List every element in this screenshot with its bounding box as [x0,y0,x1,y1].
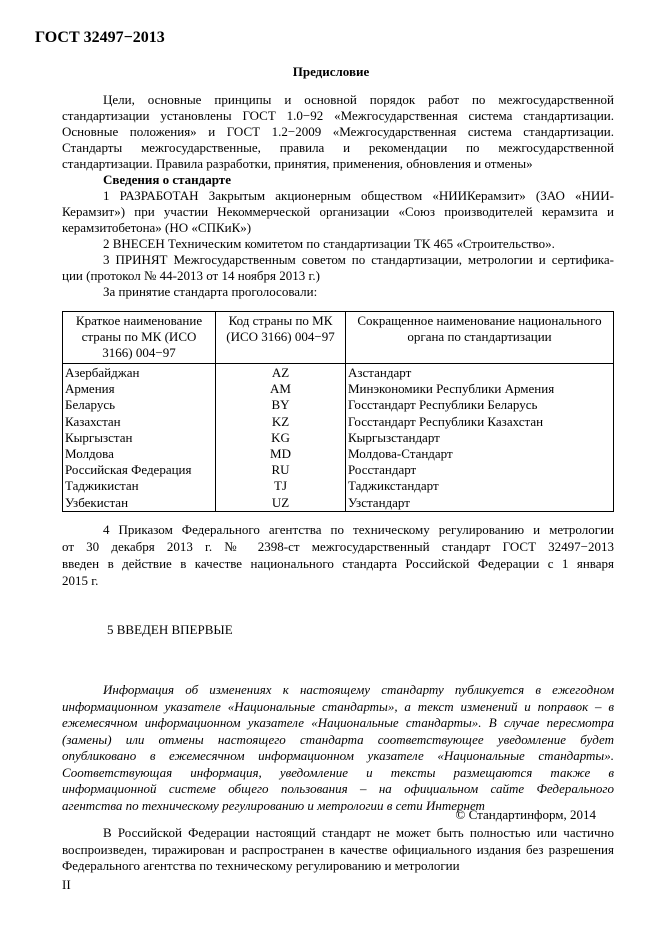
text-line: Стандарты межгосударственные, правила и рекомендации по межгосударственной [62,140,614,155]
table-row [63,478,614,494]
cell-country: Российская Федерация [63,462,216,478]
cell-country: Азербайджан [63,364,216,382]
table-row [63,381,614,397]
text-line: 1 РАЗРАБОТАН Закрытым акционерным обществом «НИИКерамзит» (ЗАО «НИИ- [103,188,614,203]
text-line: введен в действие в качестве национального стандарта Российской Федерации с 1 января [62,556,614,571]
cell-country: Беларусь [63,397,216,413]
cell-code: RU [216,462,346,478]
text-line: от 30 декабря 2013 г. № 2398-ст межгосударственный стандарт ГОСТ 32497−2013 [62,539,614,554]
text-line: Информация об изменениях к настоящему стандарту публикуется в ежегодном [103,682,614,697]
section-heading: Сведения о стандарте [103,172,231,187]
cell-body: Минэкономики Республики Армения [346,381,614,397]
table-row [63,462,614,478]
cell-country: Казахстан [63,414,216,430]
page-title: Предисловие [292,64,370,79]
text-line: Основные положения» и ГОСТ 1.2−2009 «Межгосударственная система стандартизации. [62,124,614,139]
table-row [63,364,614,382]
text-line: информационной системе общего пользования – на официальном сайте Федерального [62,781,614,796]
text-line: воспроизведен, тиражирован и распространен в качестве официального издания без разрешения [62,841,614,857]
cell-code: UZ [216,495,346,512]
text-line: стандартизации. Правила разработки, принятия, применения, обновления и отмены» [62,156,533,171]
table-row [63,397,614,413]
item-2-introduced: 2 ВНЕСЕН Техническим комитетом по стандартизации ТК 465 «Строительство». [103,236,555,251]
text-line: Керамзит») при участии Некоммерческой организации «Союз производителей керамзита и [62,204,614,219]
text-line: 4 Приказом Федерального агентства по техническому регулированию и метрологии [103,522,614,537]
cell-code: AZ [216,364,346,382]
text-line: В Российской Федерации настоящий стандарт не может быть полностью или частично [103,825,614,840]
cell-body: Таджикстандарт [346,478,614,494]
table-row [63,414,614,430]
text-line: (замены) или отмены настоящего стандарта соответствующее уведомление будет [62,731,614,747]
text-line: опубликовано в ежемесячном информационном указателе «Национальные стандарты». [62,748,614,763]
voted-label: За принятие стандарта проголосовали: [103,284,318,299]
page-number: II [62,877,71,892]
cell-body: Молдова-Стандарт [346,446,614,462]
cell-code: AM [216,381,346,397]
copyright: © Стандартинформ, 2014 [455,807,596,822]
table-row [63,495,614,512]
cell-code: MD [216,446,346,462]
cell-country: Узбекистан [63,495,216,512]
text-line: керамзитобетона» (НО «СПКиК») [62,220,252,235]
document-number: ГОСТ 32497−2013 [35,29,165,46]
cell-code: TJ [216,478,346,494]
cell-code: KZ [216,414,346,430]
text-line: 3 ПРИНЯТ Межгосударственным советом по стандартизации, метрологии и сертифика- [103,252,614,267]
cell-body: Госстандарт Республики Казахстан [346,414,614,430]
column-header-code: Код страны по МК (ИСО 3166) 004−97 [216,312,346,364]
table-row [63,430,614,446]
cell-country: Армения [63,381,216,397]
cell-code: KG [216,430,346,446]
voting-countries-table [62,311,614,512]
table-row [63,446,614,462]
text-line: 2015 г. [62,573,99,588]
text-line: информационном указателе «Национальные стандарты», а текст изменений и поправок – в [62,698,614,714]
column-header-country: Краткое наименование страны по МК (ИСО 3166) 004−97 [63,312,216,364]
cell-body: Кыргызстандарт [346,430,614,446]
column-header-body: Сокращенное наименование национального органа по стандартизации [346,312,614,364]
text-line: ции (протокол № 44-2013 от 14 ноября 2013 г.) [62,268,320,283]
text-line: Соответствующая информация, уведомление и тексты размещаются также в [62,764,614,780]
cell-body: Азстандарт [346,364,614,382]
cell-country: Таджикистан [63,478,216,494]
text-line: ежемесячном информационном указателе «Национальные стандарты». В случае пересмотра [62,715,614,730]
item-5-first-introduced: 5 ВВЕДЕН ВПЕРВЫЕ [107,622,233,637]
cell-body: Узстандарт [346,495,614,512]
cell-country: Молдова [63,446,216,462]
text-line: Федерального агентства по техническому регулированию и метрологии [62,858,460,873]
text-line: Цели, основные принципы и основной порядок работ по межгосударственной [103,92,614,107]
cell-body: Госстандарт Республики Беларусь [346,397,614,413]
text-line: агентства по техническому регулированию и метрологии в сети Интернет [62,797,485,813]
text-line: стандартизации установлены ГОСТ 1.0−92 «Межгосударственная система стандартизации. [62,108,614,123]
cell-code: BY [216,397,346,413]
cell-country: Кыргызстан [63,430,216,446]
cell-body: Росстандарт [346,462,614,478]
